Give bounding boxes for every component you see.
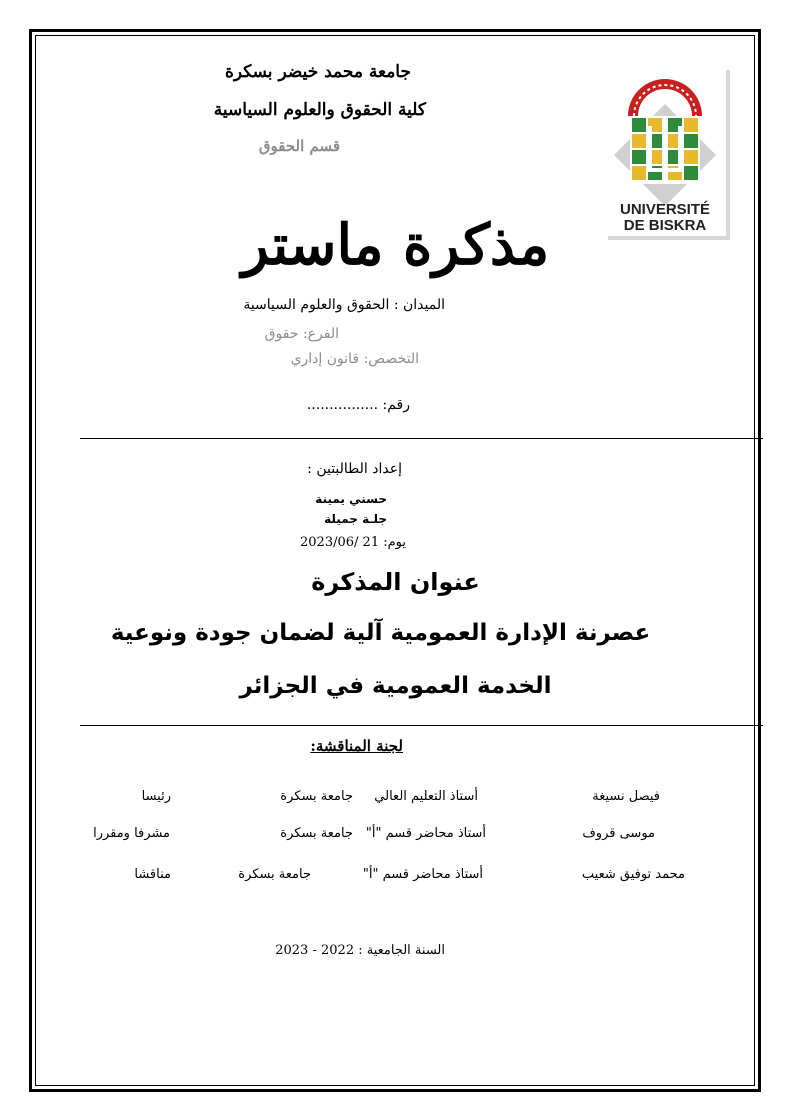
member-rank: أستاذ محاضر قسم "أ" <box>362 867 483 882</box>
students-label: إعداد الطالبتين : <box>307 461 402 477</box>
specialty-line: التخصص: قانون إداري <box>290 351 419 367</box>
university-name: جامعة محمد خيضر بسكرة <box>224 62 411 82</box>
defense-date: يوم: 21 /2023/06 <box>300 535 406 550</box>
member-name: محمد توفيق شعيب <box>581 867 685 882</box>
thesis-title-label: عنوان المذكرة <box>311 568 480 596</box>
department-name: قسم الحقوق <box>258 137 340 155</box>
member-name: فيصل نسيغة <box>592 789 660 804</box>
svg-text:UNIVERSITÉ: UNIVERSITÉ <box>619 201 711 218</box>
member-role: رئيسا <box>141 789 171 804</box>
faculty-name: كلية الحقوق والعلوم السياسية <box>213 100 426 120</box>
divider-top <box>80 438 763 439</box>
svg-text:DE BISKRA: DE BISKRA <box>623 217 707 234</box>
field-line: الميدان : الحقوق والعلوم السياسية <box>243 297 445 313</box>
student-name-1: حسني يمينة <box>315 492 387 506</box>
academic-year: السنة الجامعية : 2022 - 2023 <box>275 943 445 958</box>
member-rank: أستاذ محاضر قسم "أ" <box>365 826 486 841</box>
member-university: جامعة بسكرة <box>238 867 311 882</box>
thesis-title-line-1: عصرنة الإدارة العمومية آلية لضمان جودة ونوعية <box>110 620 651 646</box>
committee-label: لجنة المناقشة: <box>310 737 403 755</box>
student-name-2: جلـة جميلة <box>324 512 387 526</box>
member-role: مناقشا <box>134 867 171 882</box>
memo-number: رقم: ................ <box>306 397 410 413</box>
thesis-title-line-2: الخدمة العمومية في الجزائر <box>239 673 552 699</box>
member-rank: أستاذ التعليم العالي <box>374 789 478 804</box>
branch-line: الفرع: حقوق <box>264 326 339 342</box>
member-name: موسى قروف <box>582 826 655 841</box>
memo-title: مذكرة ماستر <box>241 212 550 278</box>
member-university: جامعة بسكرة <box>280 826 353 841</box>
divider-bottom <box>80 725 763 726</box>
member-university: جامعة بسكرة <box>280 789 353 804</box>
member-role: مشرفا ومقررا <box>93 826 170 841</box>
